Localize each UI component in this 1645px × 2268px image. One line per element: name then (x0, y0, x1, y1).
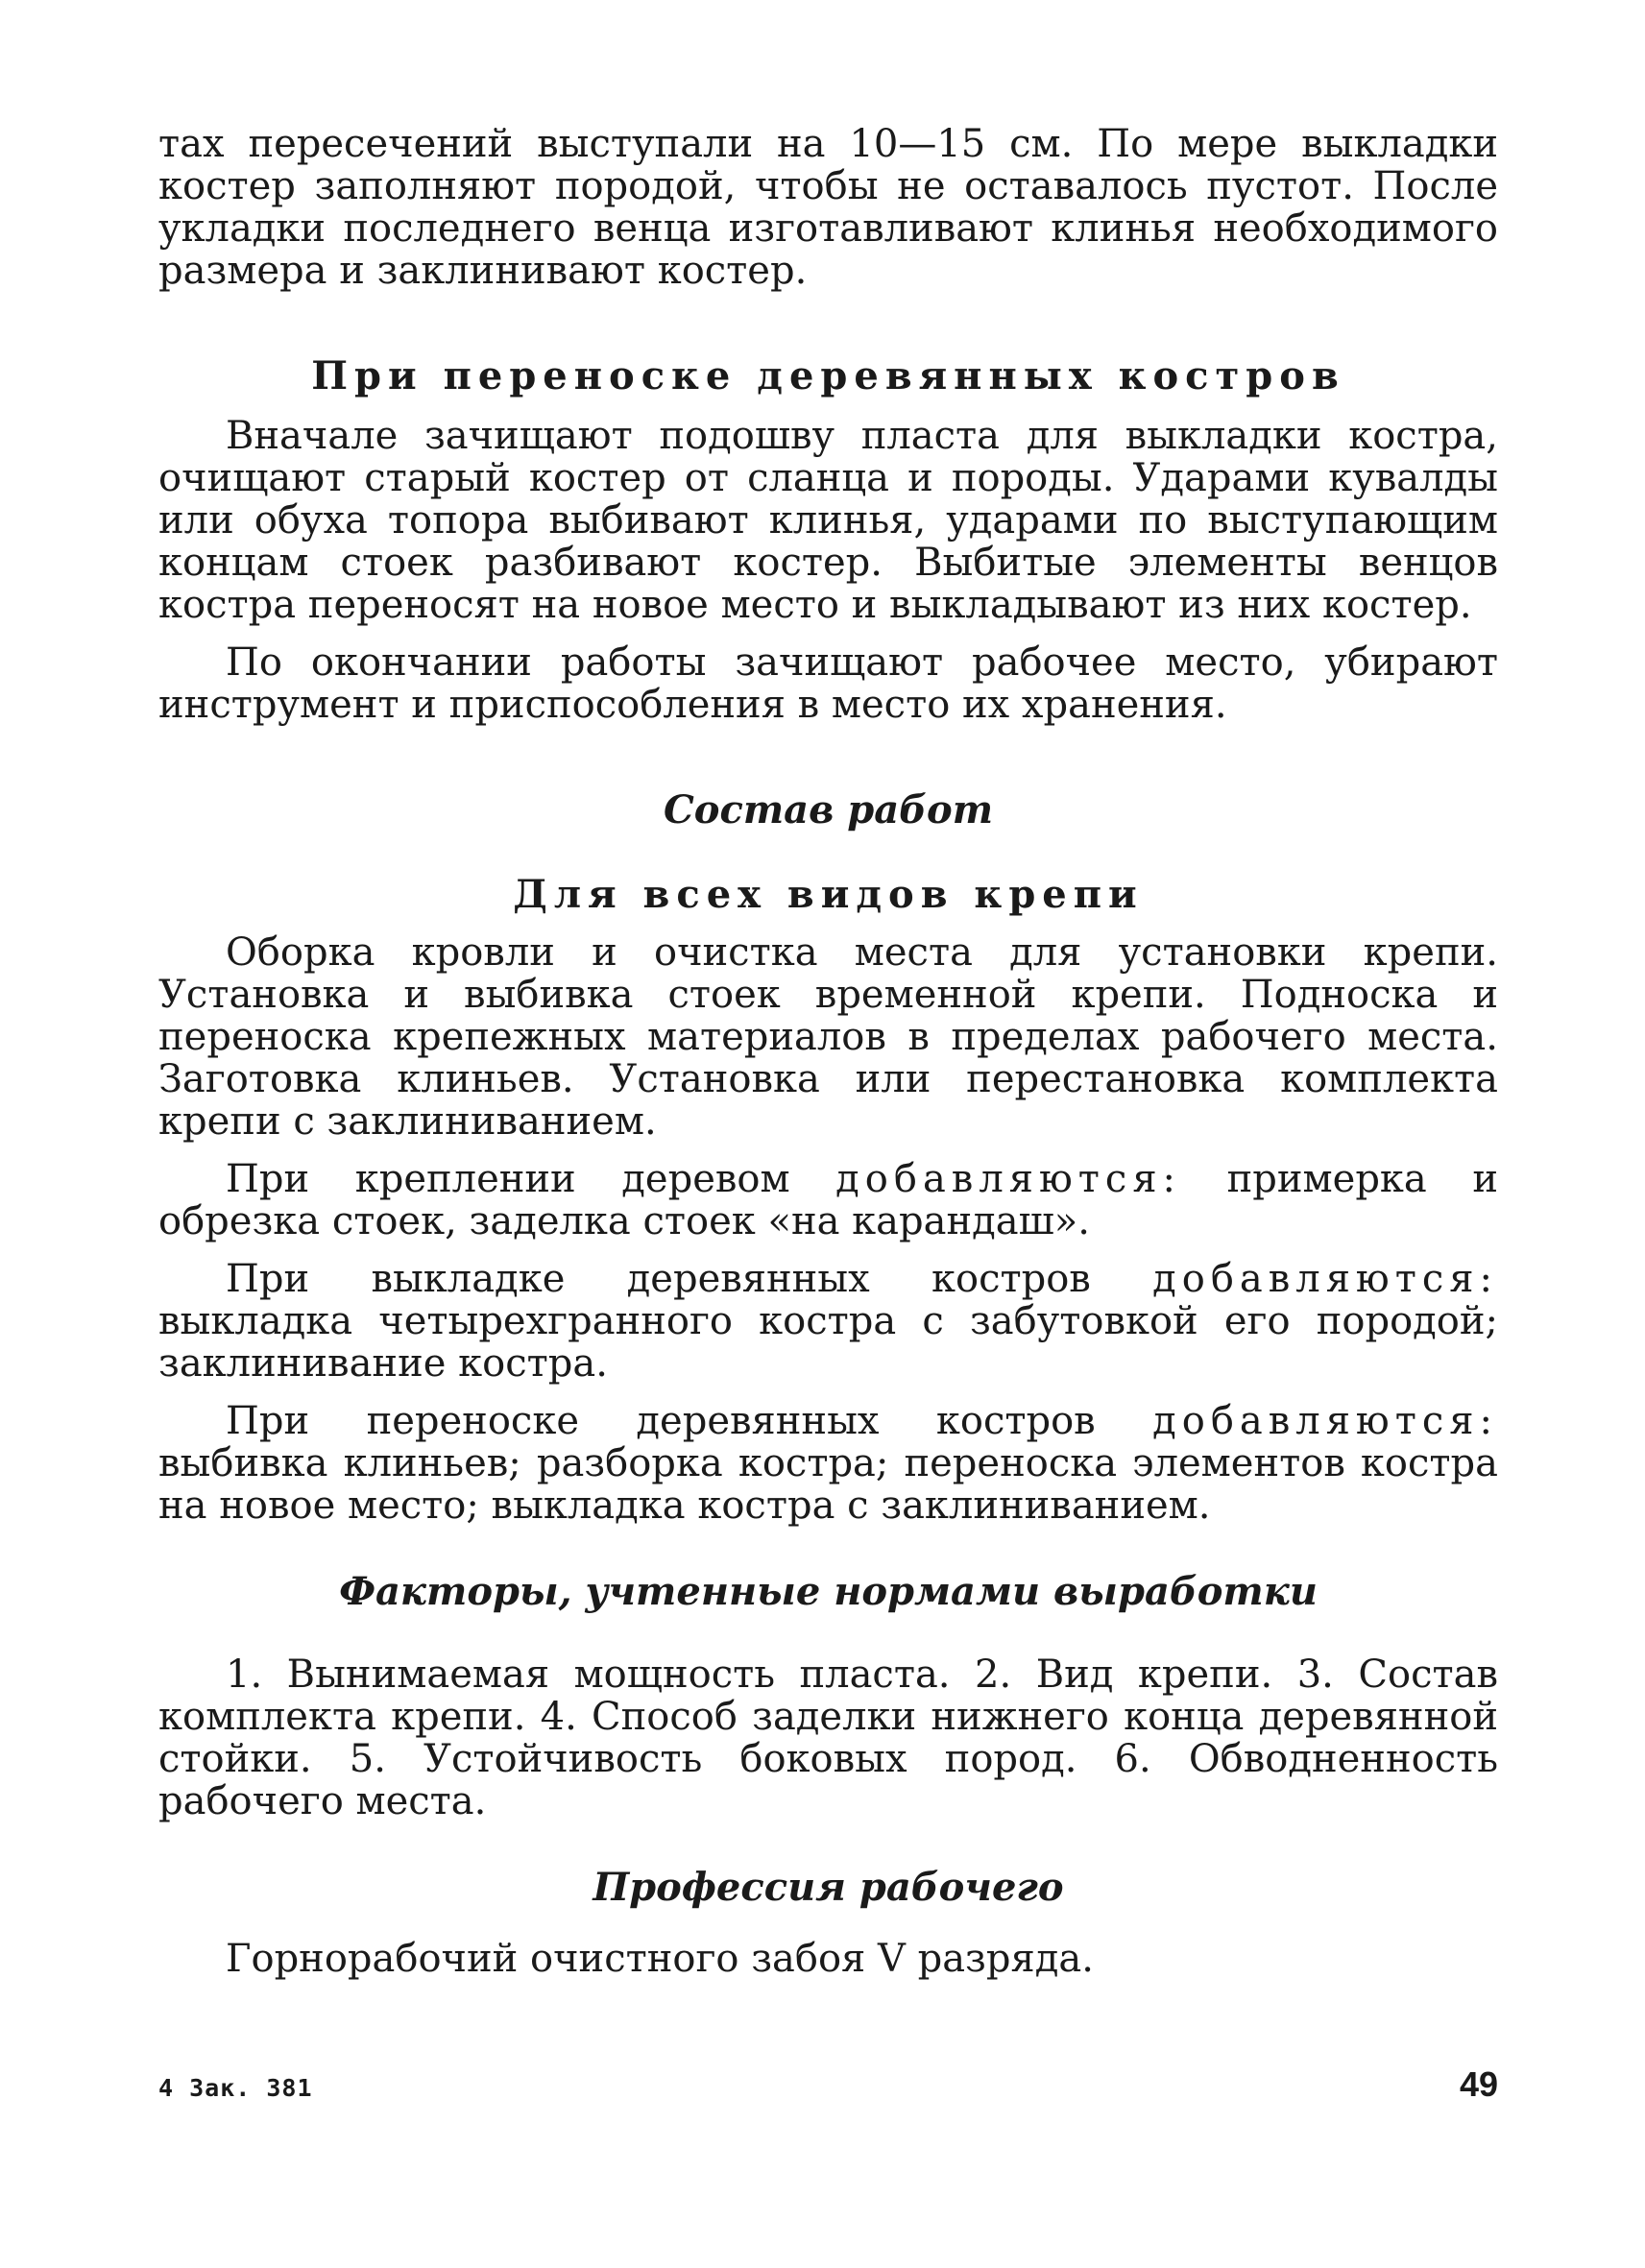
paragraph-carrying-procedure: Вначале зачищают подошву пласта для выкладки костра, очищают старый костер от сланца и породы. Ударами кувалды или обуха топора выбивают клинья, ударами по выступающим концам стоек разбивают костер. Выбитые элементы венцов костра переносят на новое место и выкладывают из них костер. (158, 414, 1498, 627)
heading-profession: Профессия рабочего (593, 1865, 1064, 1910)
paragraph-wood-support (158, 1158, 1498, 1243)
wood-rest: примерка и обрезка стоек, заделка стоек «на карандаш». (158, 1157, 1499, 1243)
heading-work-composition: Состав работ (663, 787, 994, 832)
paragraph-intro: тах пересечений выступали на 10—15 см. По мере выкладки костер заполняют породой, чтобы не оставалось пустот. После укладки последнего венца изготавливают клинья необходимого размера и заклинивают костер. (158, 122, 1498, 293)
wood-added-label: добавляются: (835, 1157, 1182, 1201)
page-number: 49 (1459, 2064, 1498, 2104)
paragraph-factors: 1. Вынимаемая мощность пласта. 2. Вид крепи. 3. Состав комплекта крепи. 4. Способ заделки нижнего конца деревянной стойки. 5. Устойчивость боковых пород. 6. Обводненность рабочего места. (158, 1653, 1498, 1823)
paragraph-crib-carrying (158, 1400, 1498, 1527)
wood-lead: При креплении деревом (226, 1157, 790, 1201)
heading-carrying-cribs: При переноске деревянных костров (311, 353, 1345, 398)
paragraph-profession: Горнорабочий очистного забоя V разряда. (226, 1937, 1094, 1981)
paragraph-all-support-types: Оборка кровли и очистка места для установки крепи. Установка и выбивка стоек временной крепи. Подноска и переноска крепежных материалов в пределах рабочего места. Заготовка клиньев. Установка или перестановка комплекта крепи с заклиниванием. (158, 930, 1498, 1144)
paragraph-crib-laying (158, 1258, 1498, 1385)
page-content (158, 123, 1498, 1980)
laying-rest: выкладка четырехгранного костра с забутовкой его породой; заклинивание костра. (158, 1299, 1498, 1386)
laying-added-label: добавляются: (1152, 1257, 1498, 1301)
heading-factors: Факторы, учтенные нормами выработки (339, 1569, 1318, 1614)
carrying-rest: выбивка клиньев; разборка костра; переноска элементов костра на новое место; выкладка костра с заклиниванием. (158, 1441, 1498, 1528)
page-footer (158, 2064, 1498, 2105)
laying-lead: При выкладке деревянных костров (226, 1257, 1091, 1301)
carrying-lead: При переноске деревянных костров (226, 1399, 1096, 1443)
order-number: 4 Зак. 381 (158, 2074, 313, 2102)
heading-all-support-types: Для всех видов крепи (513, 872, 1144, 917)
carrying-added-label: добавляются: (1152, 1399, 1498, 1443)
paragraph-cleanup: По окончании работы зачищают рабочее место, убирают инструмент и приспособления в место их хранения. (158, 640, 1498, 727)
